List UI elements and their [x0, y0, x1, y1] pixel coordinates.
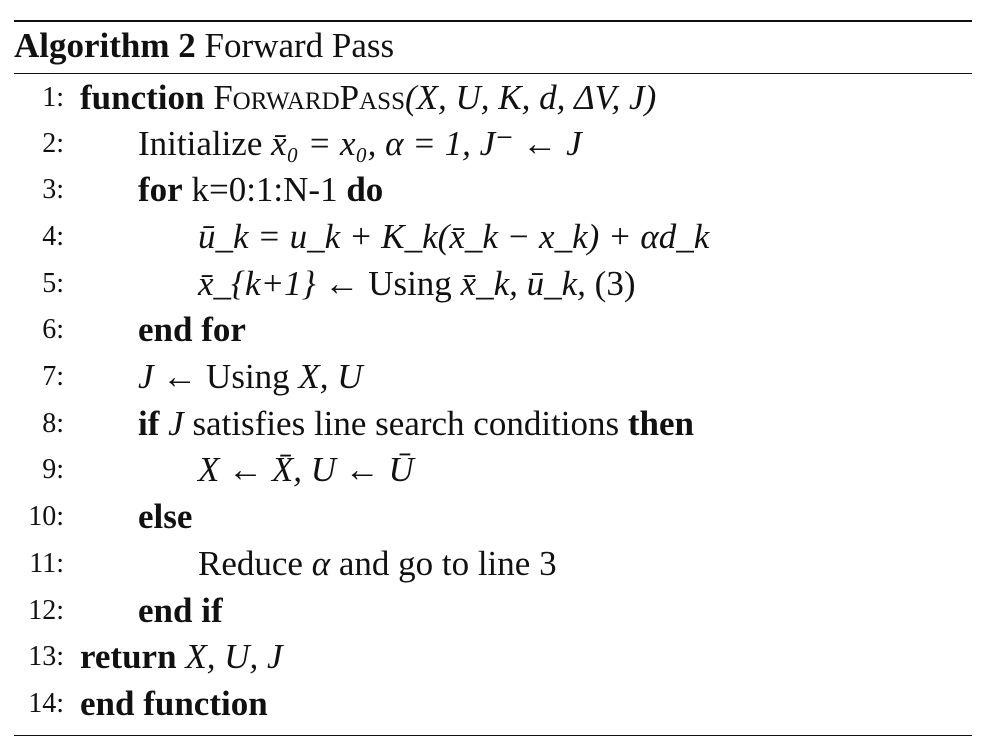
- caption-label: Algorithm 2: [14, 26, 196, 65]
- line-number: 14:: [28, 688, 64, 719]
- line-content: [80, 635, 283, 679]
- keyword-function: function: [80, 78, 205, 117]
- line-number: 13:: [28, 641, 64, 672]
- keyword-return: return: [80, 637, 177, 676]
- line-number: 9:: [42, 454, 64, 485]
- keyword-for: for: [138, 170, 183, 209]
- line-math: α: [311, 544, 331, 583]
- line-math: x̄_{k+1} ←: [198, 264, 369, 303]
- algorithm-block: [14, 0, 972, 746]
- keyword-end-if: end if: [138, 591, 223, 630]
- keyword-do: do: [346, 170, 384, 209]
- line-number: 7:: [42, 361, 64, 392]
- line-content: [138, 168, 383, 212]
- function-args: (X, U, K, d, ΔV, J): [404, 78, 657, 117]
- line-text: Using: [368, 264, 461, 303]
- line-content: [80, 76, 656, 120]
- caption-rule: [14, 73, 972, 74]
- line-math: J: [159, 404, 193, 443]
- keyword-end-function: end function: [80, 684, 268, 723]
- line-content: [138, 355, 363, 399]
- line-math: x̄₀ = x₀, α = 1, J⁻ ← J: [271, 124, 582, 163]
- line-number: 4:: [42, 221, 64, 252]
- line-content: [198, 542, 557, 586]
- assignment-eq: X ← X̄, U ← Ū: [198, 450, 414, 489]
- control-update-eq: ū_k = u_k + K_k(x̄_k − x_k) + αd_k: [198, 217, 710, 256]
- keyword-end-for: end for: [138, 310, 246, 349]
- line-text: satisfies line search conditions: [192, 404, 628, 443]
- line-math: x̄_k, ū_k,: [460, 264, 595, 303]
- line-number: 12:: [28, 595, 64, 626]
- top-rule: [14, 20, 972, 22]
- line-text: and go to line 3: [330, 544, 557, 583]
- caption-title: Forward Pass: [204, 26, 395, 65]
- line-number: 10:: [28, 501, 64, 532]
- function-name: ForwardPass: [213, 78, 405, 117]
- line-math: J ←: [138, 357, 207, 396]
- line-number: 6:: [42, 314, 64, 345]
- line-math: X, U, J: [176, 637, 283, 676]
- line-number: 8:: [42, 408, 64, 439]
- line-number: 2:: [42, 128, 64, 159]
- algorithm-caption: [14, 26, 394, 66]
- keyword-then: then: [627, 404, 695, 443]
- line-content: [138, 402, 694, 446]
- line-text: Initialize: [138, 124, 272, 163]
- keyword-else: else: [138, 497, 193, 536]
- loop-range: k=0:1:N-1: [182, 170, 347, 209]
- line-math: X, U: [298, 357, 363, 396]
- line-text: Reduce: [198, 544, 312, 583]
- line-number: 11:: [29, 548, 64, 579]
- line-number: 5:: [42, 268, 64, 299]
- line-number: 1:: [42, 82, 64, 113]
- line-content: [138, 122, 582, 166]
- eq-ref: (3): [594, 264, 636, 303]
- line-text: Using: [206, 357, 299, 396]
- line-content: [198, 262, 635, 306]
- line-number: 3:: [42, 174, 64, 205]
- keyword-if: if: [138, 404, 160, 443]
- bottom-rule: [14, 735, 972, 736]
